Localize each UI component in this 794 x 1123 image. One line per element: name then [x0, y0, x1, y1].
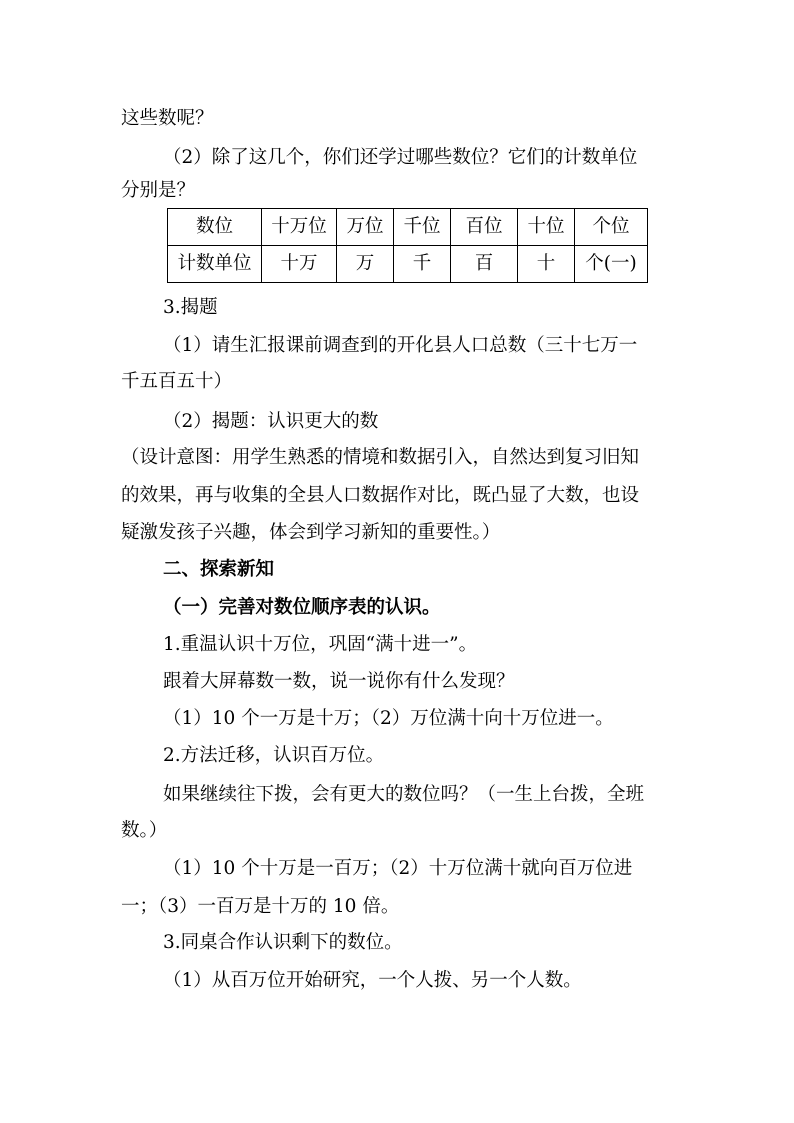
- table-cell: 个位: [575, 209, 648, 246]
- text-line: （1）10 个一万是十万；（2）万位满十向十万位进一。: [163, 708, 614, 729]
- table-cell: 万: [337, 246, 394, 283]
- table-cell: 个(一): [575, 246, 648, 283]
- table-cell: 百: [451, 246, 518, 283]
- text-line: 分别是？: [121, 180, 196, 201]
- text-line: （1）从百万位开始研究，一个人拨、另一个人数。: [163, 970, 582, 991]
- table-cell: 万位: [337, 209, 394, 246]
- table-row-places: [168, 209, 648, 246]
- digit-place-table: [167, 208, 648, 283]
- section-heading: 二、探索新知: [163, 559, 275, 580]
- table-cell: 十万位: [262, 209, 337, 246]
- text-line: 千五百五十）: [121, 371, 233, 392]
- table-cell: 百位: [451, 209, 518, 246]
- text-line: 3.同桌合作认识剩下的数位。: [163, 932, 403, 953]
- text-line: （设计意图：用学生熟悉的情境和数据引入，自然达到复习旧知: [121, 447, 640, 468]
- table-cell: 十: [518, 246, 575, 283]
- text-line: 跟着大屏幕数一数，说一说你有什么发现？: [163, 671, 515, 692]
- text-line: 数。）: [121, 820, 168, 841]
- text-line: （1）10 个十万是一百万；（2）十万位满十就向百万位进: [163, 858, 633, 879]
- table-cell: 千位: [394, 209, 451, 246]
- table-cell: 计数单位: [168, 246, 262, 283]
- text-line: 1.重温认识十万位，巩固“满十进一”。: [163, 634, 478, 655]
- table-cell: 十位: [518, 209, 575, 246]
- text-line: 如果继续往下拨，会有更大的数位吗？（一生上台拨，全班: [163, 784, 645, 805]
- text-line: 2.方法迁移，认识百万位。: [163, 745, 385, 766]
- text-line: （2）揭题：认识更大的数: [163, 411, 379, 432]
- table-cell: 千: [394, 246, 451, 283]
- text-line: 这些数呢？: [121, 108, 214, 129]
- table-cell: 数位: [168, 209, 262, 246]
- subsection-heading: （一）完善对数位顺序表的认识。: [163, 597, 441, 618]
- table-row-units: [168, 246, 648, 283]
- text-line: （2）除了这几个，你们还学过哪些数位？它们的计数单位: [163, 147, 638, 168]
- text-line: 3.揭题: [163, 297, 218, 318]
- table-cell: 十万: [262, 246, 337, 283]
- text-line: 疑激发孩子兴趣，体会到学习新知的重要性。）: [121, 522, 501, 543]
- text-line: 一；（3）一百万是十万的 10 倍。: [121, 896, 400, 917]
- text-line: 的效果，再与收集的全县人口数据作对比，既凸显了大数，也设: [121, 485, 640, 506]
- text-line: （1）请生汇报课前调查到的开化县人口总数（三十七万一: [163, 335, 638, 356]
